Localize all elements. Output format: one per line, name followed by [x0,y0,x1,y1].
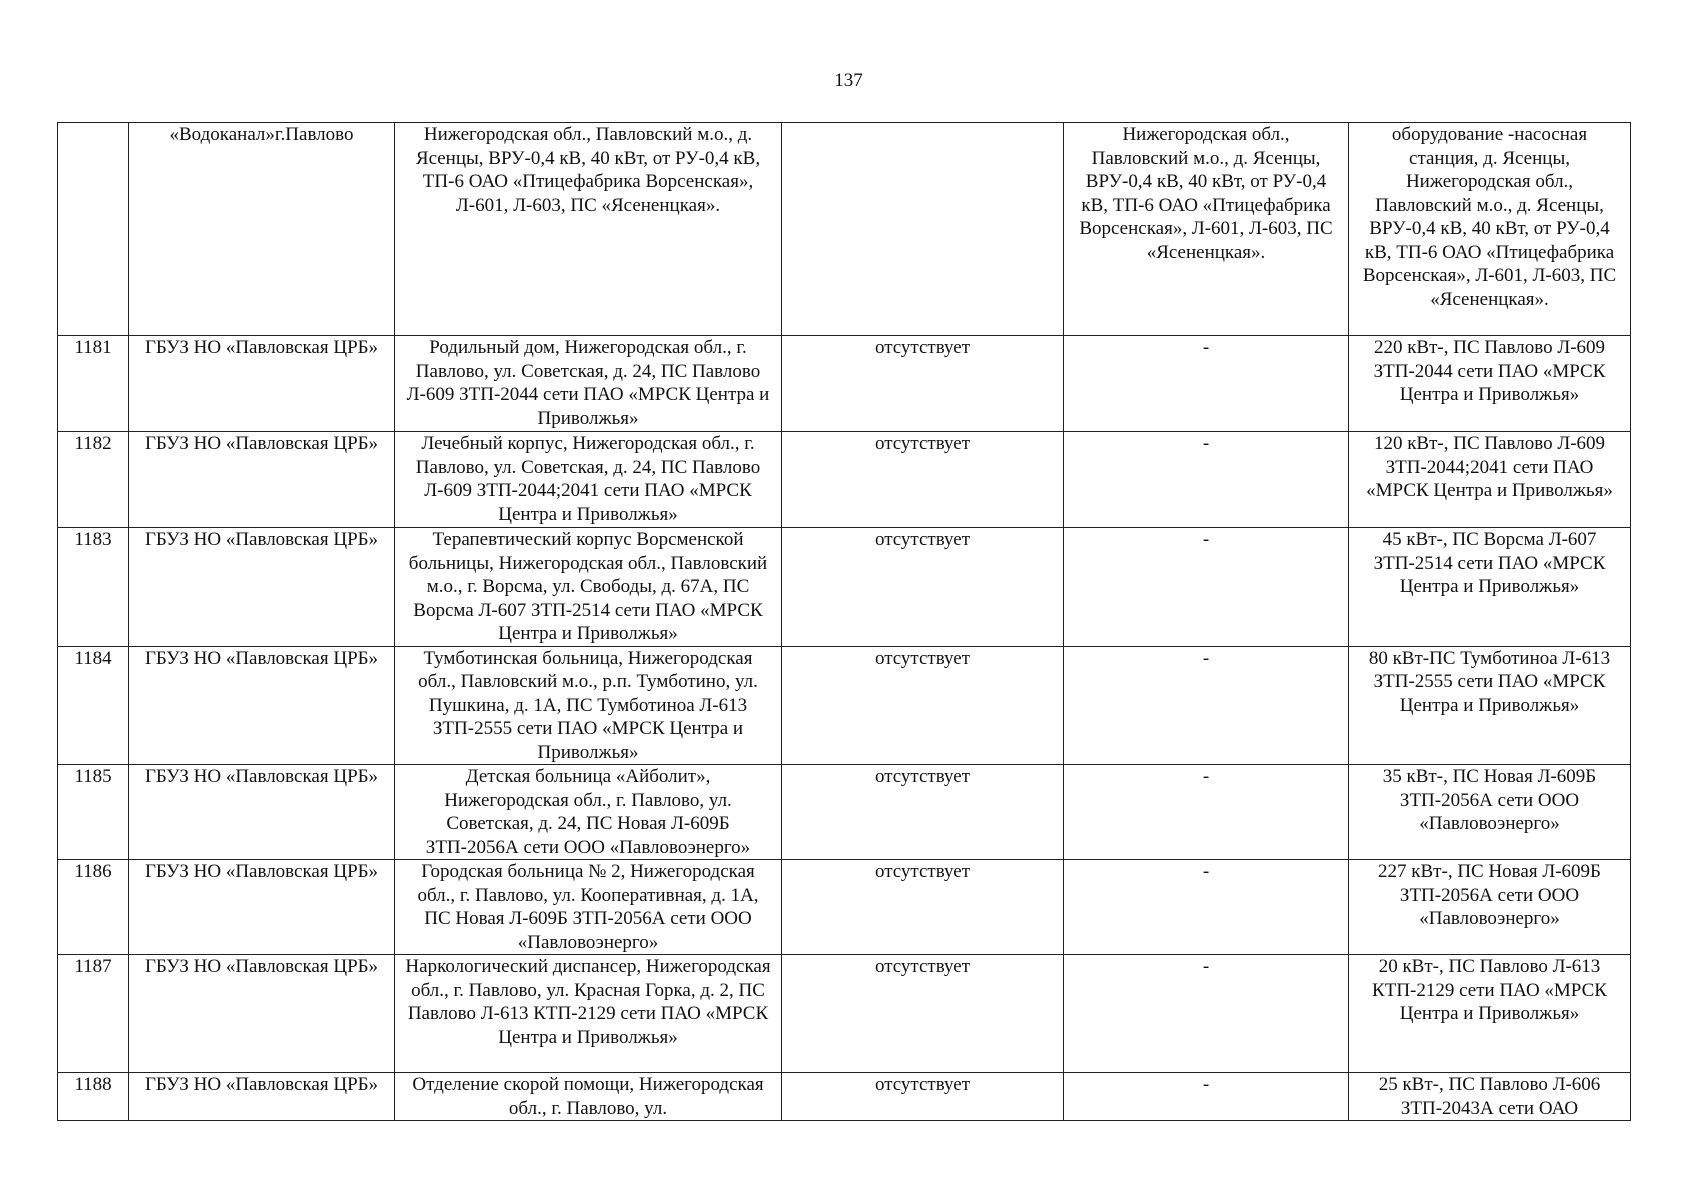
row-number: 1184 [58,646,129,765]
adjacent-network: - [1064,765,1349,860]
equipment-details: 25 кВт-, ПС Павлово Л-606 ЗТП-2043А сети ОАО [1349,1073,1631,1121]
object-location: Родильный дом, Нижегородская обл., г. Павлово, ул. Советская, д. 24, ПС Павлово Л-609 ЗТП-2044 сети ПАО «МРСК Центра и Приволжья» [395,336,782,432]
equipment-details: 120 кВт-, ПС Павлово Л-609 ЗТП-2044;2041 сети ПАО «МРСК Центра и Приволжья» [1349,432,1631,528]
row-number: 1187 [58,955,129,1073]
owner-name: «Водоканал»г.Павлово [129,123,395,336]
table-row [58,1073,1631,1121]
adjacent-network: - [1064,528,1349,647]
row-number: 1181 [58,336,129,432]
table-row [58,432,1631,528]
table-row [58,860,1631,955]
owner-name: ГБУЗ НО «Павловская ЦРБ» [129,765,395,860]
adjacent-network: - [1064,1073,1349,1121]
contract-status: отсутствует [782,860,1064,955]
table-row [58,123,1631,336]
contract-status [782,123,1064,336]
row-number: 1182 [58,432,129,528]
adjacent-network: - [1064,646,1349,765]
contract-status: отсутствует [782,646,1064,765]
row-number: 1186 [58,860,129,955]
adjacent-network: - [1064,336,1349,432]
adjacent-network: - [1064,860,1349,955]
owner-name: ГБУЗ НО «Павловская ЦРБ» [129,860,395,955]
contract-status: отсутствует [782,765,1064,860]
equipment-details: 35 кВт-, ПС Новая Л-609Б ЗТП-2056А сети ООО «Павловоэнерго» [1349,765,1631,860]
equipment-details: 220 кВт-, ПС Павлово Л-609 ЗТП-2044 сети ПАО «МРСК Центра и Приволжья» [1349,336,1631,432]
owner-name: ГБУЗ НО «Павловская ЦРБ» [129,432,395,528]
registry-table [57,122,1631,1121]
contract-status: отсутствует [782,528,1064,647]
row-number: 1183 [58,528,129,647]
object-location: Детская больница «Айболит», Нижегородская обл., г. Павлово, ул. Советская, д. 24, ПС Новая Л-609Б ЗТП-2056А сети ООО «Павловоэнерго» [395,765,782,860]
adjacent-network: - [1064,955,1349,1073]
equipment-details: 80 кВт-ПС Тумботиноа Л-613 ЗТП-2555 сети ПАО «МРСК Центра и Приволжья» [1349,646,1631,765]
object-location: Городская больница № 2, Нижегородская обл., г. Павлово, ул. Кооперативная, д. 1А, ПС Новая Л-609Б ЗТП-2056А сети ООО «Павловоэнерго» [395,860,782,955]
object-location: Лечебный корпус, Нижегородская обл., г. Павлово, ул. Советская, д. 24, ПС Павлово Л-609 ЗТП-2044;2041 сети ПАО «МРСК Центра и Приволжья» [395,432,782,528]
row-number [58,123,129,336]
table-row [58,646,1631,765]
table-row [58,765,1631,860]
owner-name: ГБУЗ НО «Павловская ЦРБ» [129,336,395,432]
object-location: Терапевтический корпус Ворсменской больницы, Нижегородская обл., Павловский м.о., г. Ворсма, ул. Свободы, д. 67А, ПС Ворсма Л-607 ЗТП-2514 сети ПАО «МРСК Центра и Приволжья» [395,528,782,647]
object-location: Отделение скорой помощи, Нижегородская обл., г. Павлово, ул. [395,1073,782,1121]
table-row [58,528,1631,647]
owner-name: ГБУЗ НО «Павловская ЦРБ» [129,528,395,647]
row-number: 1185 [58,765,129,860]
equipment-details: 45 кВт-, ПС Ворсма Л-607 ЗТП-2514 сети ПАО «МРСК Центра и Приволжья» [1349,528,1631,647]
row-number: 1188 [58,1073,129,1121]
equipment-details: 20 кВт-, ПС Павлово Л-613 КТП-2129 сети ПАО «МРСК Центра и Приволжья» [1349,955,1631,1073]
owner-name: ГБУЗ НО «Павловская ЦРБ» [129,646,395,765]
adjacent-network: - [1064,432,1349,528]
owner-name: ГБУЗ НО «Павловская ЦРБ» [129,955,395,1073]
object-location: Нижегородская обл., Павловский м.о., д. Ясенцы, ВРУ-0,4 кВ, 40 кВт, от РУ-0,4 кВ, ТП-6 ОАО «Птицефабрика Ворсенская», Л-601, Л-603, ПС «Ясененцкая». [395,123,782,336]
equipment-details: оборудование -насосная станция, д. Ясенцы, Нижегородская обл., Павловский м.о., д. Ясенцы, ВРУ-0,4 кВ, 40 кВт, от РУ-0,4 кВ, ТП-6 ОАО «Птицефабрика Ворсенская», Л-601, Л-603, ПС «Ясененцкая». [1349,123,1631,336]
contract-status: отсутствует [782,955,1064,1073]
contract-status: отсутствует [782,432,1064,528]
equipment-details: 227 кВт-, ПС Новая Л-609Б ЗТП-2056А сети ООО «Павловоэнерго» [1349,860,1631,955]
table-row [58,336,1631,432]
object-location: Наркологический диспансер, Нижегородская обл., г. Павлово, ул. Красная Горка, д. 2, ПС Павлово Л-613 КТП-2129 сети ПАО «МРСК Центра и Приволжья» [395,955,782,1073]
table-row [58,955,1631,1073]
adjacent-network: Нижегородская обл., Павловский м.о., д. Ясенцы, ВРУ-0,4 кВ, 40 кВт, от РУ-0,4 кВ, ТП-6 ОАО «Птицефабрика Ворсенская», Л-601, Л-603, ПС «Ясененцкая». [1064,123,1349,336]
contract-status: отсутствует [782,1073,1064,1121]
contract-status: отсутствует [782,336,1064,432]
owner-name: ГБУЗ НО «Павловская ЦРБ» [129,1073,395,1121]
object-location: Тумботинская больница, Нижегородская обл., Павловский м.о., р.п. Тумботино, ул. Пушкина, д. 1А, ПС Тумботиноа Л-613 ЗТП-2555 сети ПАО «МРСК Центра и Приволжья» [395,646,782,765]
page-number: 137 [834,70,863,91]
